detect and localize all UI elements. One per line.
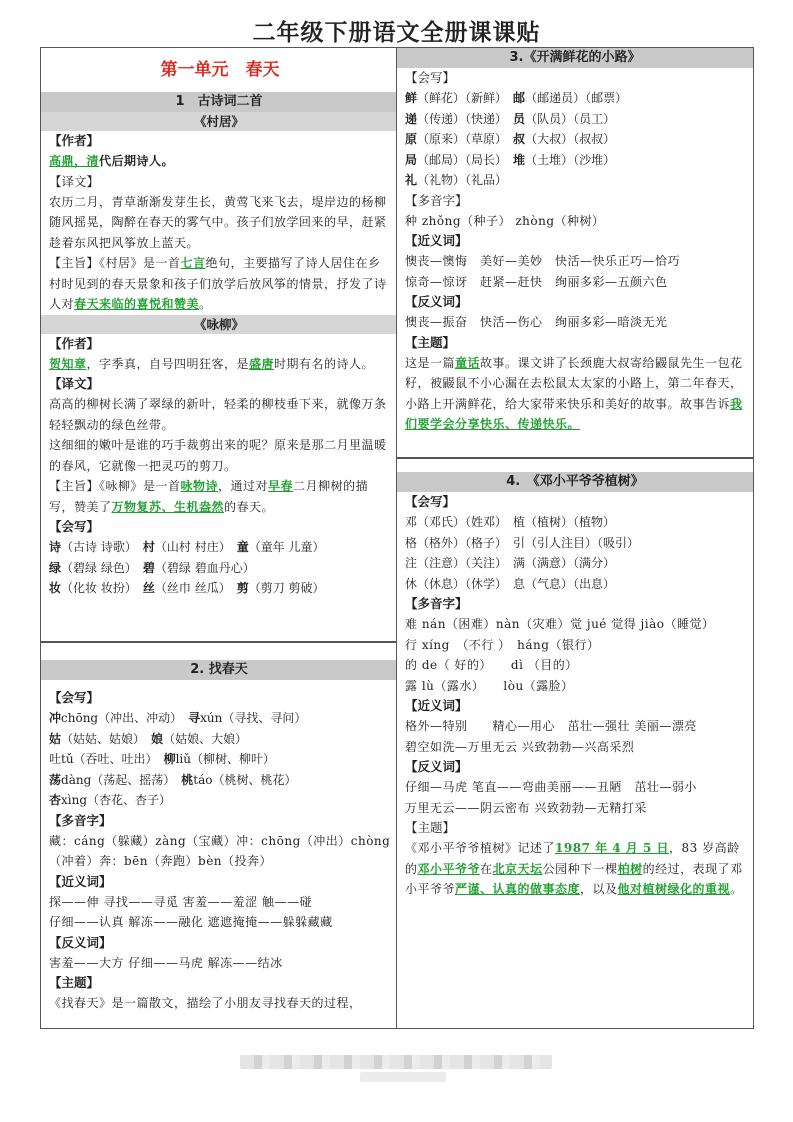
word-examples: （队员）（员工） (525, 111, 616, 126)
word-char: 叔 (513, 132, 526, 146)
word-char: 妆 (49, 581, 62, 595)
unit-title: 第一单元 春天 (160, 60, 280, 80)
lesson3-syn-label: 【近义词】 (405, 233, 468, 248)
left-column-bottom (40, 641, 397, 1029)
footer-watermark (240, 1055, 552, 1069)
word-row (49, 708, 391, 729)
lesson3-write-label: 【会写】 (405, 70, 456, 85)
lesson2-theme: 《找春天》是一篇散文，描绘了小朋友寻找春天的过程， (49, 996, 362, 1010)
lesson2-ant: 害羞——大方 仔细——马虎 解冻——结冰 (49, 955, 283, 970)
word-examples: dàng（荡起、摇荡） (61, 772, 170, 787)
word-char: 桃 (181, 772, 194, 787)
lesson4-ant-label: 【反义词】 (405, 759, 468, 774)
lesson4-bar: 4. 《邓小平爷爷植树》 (397, 472, 753, 492)
word-char: 荡 (49, 772, 62, 787)
word-row: 注（注意）（关注） 满（满意）（满分） (405, 556, 616, 570)
lesson2-bar: 2. 找春天 (41, 660, 397, 680)
lesson4-word-list (405, 512, 747, 594)
word-char: 娘 (151, 731, 164, 746)
word-examples: （剪刀 剪破） (248, 581, 325, 595)
poem1-theme: 【主旨】《村居》是一首七言绝句，主要描写了诗人居住在乡村时见到的春天景象和孩子们放学后放风筝的情景，抒发了诗人对春天来临的喜悦和赞美。 (49, 256, 387, 311)
word-char: 局 (405, 152, 418, 167)
word-examples: （土堆）（沙堆） (525, 152, 616, 167)
lesson2-poly-label: 【多音字】 (49, 812, 112, 828)
word-examples: （邮局）（局长） (417, 152, 502, 167)
lesson3-bar: 3.《开满鲜花的小路》 (397, 48, 753, 68)
word-examples: （碧绿 碧血丹心） (154, 560, 255, 575)
word-char: 递 (405, 111, 418, 126)
poem2-author: 贺知章，字季真，自号四明狂客，是盛唐时期有名的诗人。 (49, 356, 375, 371)
lesson4-ant-1: 仔细—马虎 笔直——弯曲美丽——丑陋 茁壮—弱小 (405, 780, 697, 794)
poem2-write-label: 【会写】 (49, 519, 100, 534)
lesson4-poly-1: 难 nán（困难）nàn（灾难）觉 jué 觉得 jiào（睡觉） (405, 617, 715, 631)
word-examples: （大叔）（叔叔） (525, 132, 616, 146)
lesson4-syn-2: 碧空如洗—万里无云 兴致勃勃—兴高采烈 (405, 739, 635, 754)
word-char: 碧 (142, 560, 155, 575)
poem1-translation: 农历二月，青草渐渐发芽生长，黄莺飞来飞去，堤岸边的杨柳随风摇晃，陶醉在春天的雾气中。孩子们放学回来的早，赶紧趁着东风把风筝放上蓝天。 (49, 194, 387, 250)
lesson3-syn-2: 惊奇—惊讶 赶紧—赶快 绚丽多彩—五颜六色 (405, 274, 668, 289)
word-char: 堆 (513, 152, 526, 167)
word-row (49, 558, 391, 579)
lesson2-syn-2: 仔细——认真 解冻——融化 遮遮掩掩——躲躲藏藏 (49, 915, 333, 929)
poem2-title: 《咏柳》 (41, 315, 397, 334)
word-row: 格（格外）（格子） 引（引人注目）（吸引） (405, 535, 640, 550)
word-char: 杏 (49, 793, 62, 807)
word-examples: táo（桃树、桃花） (193, 772, 297, 787)
lesson3-theme: 这是一篇童话故事。课文讲了长颈鹿大叔寄给鼹鼠先生一包花籽，被鼹鼠不小心漏在去松鼠太太家的小路上，第二年春天，小路上开满鲜花，给大家带来快乐和美好的故事。故事告诉我们要学会分享快乐、传递快乐。 (405, 355, 743, 431)
word-examples: （原来）（草原） (417, 132, 502, 146)
lesson4-syn-1: 格外—特别 精心—用心 茁壮—强壮 美丽—漂亮 (405, 719, 697, 733)
lesson4-poly-4: 露 lù（露水） lòu（露脸） (405, 678, 574, 693)
lesson2-write-label: 【会写】 (49, 690, 100, 705)
word-char: 寻 (188, 711, 201, 725)
poem2-translation-2: 这细细的嫩叶是谁的巧手裁剪出来的呢？原来是那二月里温暖的春风，它就像一把灵巧的剪刀。 (49, 438, 387, 473)
word-char: 原 (405, 132, 418, 146)
word-examples: （古诗 诗歌） (61, 540, 131, 554)
word-row (405, 150, 747, 171)
word-row (405, 88, 747, 109)
word-examples: （传递）（快递） (417, 111, 502, 126)
word-row (405, 109, 747, 130)
word-char: 诗 (49, 540, 62, 554)
word-examples: （姑娘、大娘） (163, 731, 248, 746)
word-examples: （鲜花）（新鲜） (417, 91, 502, 105)
lesson4-ant-2: 万里无云——阴云密布 兴致勃勃—无精打采 (405, 800, 647, 815)
left-column-top (40, 47, 397, 643)
page-title: 二年级下册语文全册课课贴 (252, 20, 541, 46)
word-char: 剪 (236, 581, 249, 595)
word-examples: （化妆 妆扮） (61, 581, 131, 595)
word-char: 柳 (163, 752, 176, 766)
word-char: 丝 (142, 581, 155, 595)
lesson3-theme-label: 【主题】 (405, 334, 456, 350)
poem2-trans-label: 【译文】 (49, 376, 100, 391)
lesson2-theme-label: 【主题】 (49, 975, 100, 990)
word-char: 邮 (513, 91, 526, 105)
lesson4-theme: 《邓小平爷爷植树》记述了1987 年 4 月 5 日，83 岁高龄的邓小平爷爷在北京天坛公园种下一棵柏树的经过，表现了邓小平爷爷严谨、认真的做事态度，以及他对植树绿化的重视。 (405, 841, 743, 896)
word-row: 邓（邓氏）（姓邓） 植（植树）（植物） (405, 515, 616, 529)
lesson3-poly: 种 zhǒng（种子） zhòng（种树） (405, 213, 605, 228)
word-row (49, 729, 391, 750)
lesson1-bar: 1 古诗词二首 (41, 92, 397, 112)
word-row (49, 749, 391, 770)
word-char: 村 (142, 540, 155, 554)
word-examples: （礼物）（礼品） (417, 173, 508, 187)
lesson1-word-list (49, 537, 391, 599)
word-examples: （邮递员）（邮票） (525, 91, 628, 105)
word-char: 员 (513, 111, 526, 126)
lesson3-poly-label: 【多音字】 (405, 192, 468, 208)
poem2-theme: 【主旨】《咏柳》是一首咏物诗，通过对早春二月柳树的描写，赞美了万物复苏、生机盎然的春天。 (49, 479, 369, 514)
word-row (49, 578, 391, 599)
word-char: 礼 (405, 173, 418, 187)
lesson2-word-list (49, 708, 391, 811)
poem2-author-label: 【作者】 (49, 335, 100, 351)
lesson3-syn-1: 懊丧—懊悔 美好—美妙 快活—快乐正巧—恰巧 (405, 254, 681, 268)
word-examples: xún（寻找、寻问） (200, 711, 307, 725)
lesson4-theme-label: 【主题】 (405, 820, 456, 835)
word-row (49, 770, 391, 791)
lesson3-ant: 懊丧—振奋 快活—伤心 绚丽多彩—暗淡无光 (405, 315, 668, 329)
poem1-author-label: 【作者】 (49, 133, 100, 148)
word-examples: chōng（冲出、冲动） (61, 711, 177, 725)
word-row (405, 170, 747, 191)
poem2-translation-1: 高高的柳树长满了翠绿的新叶，轻柔的柳枝垂下来，就像万条轻轻飘动的绿色丝带。 (49, 397, 387, 432)
lesson2-syn-1: 探——伸 寻找——寻觅 害羞——羞涩 触——碰 (49, 894, 312, 909)
word-char: 姑 (49, 731, 62, 746)
right-column-top (396, 47, 754, 459)
right-column-bottom (396, 457, 754, 1029)
lesson4-poly-label: 【多音字】 (405, 596, 468, 611)
word-examples: 吐tǔ（吞吐、吐出） (49, 752, 152, 766)
lesson4-poly-3: 的 de（ 好的） dì （目的） (405, 658, 578, 672)
lesson3-word-list (405, 88, 747, 191)
word-examples: （丝巾 丝瓜） (154, 581, 225, 595)
lesson2-syn-label: 【近义词】 (49, 873, 112, 889)
word-examples: （碧绿 绿色） (61, 560, 131, 575)
poem1-author: 高鼎，清代后期诗人。 (49, 154, 175, 168)
lesson4-poly-2: 行 xíng （不行 ） háng（银行） (405, 637, 600, 652)
word-row (49, 537, 391, 558)
word-examples: （山村 村庄） (154, 540, 225, 554)
lesson3-ant-label: 【反义词】 (405, 294, 468, 309)
poem1-trans-label: 【译文】 (49, 173, 100, 189)
word-examples: xìng（杏花、杏子） (61, 793, 172, 807)
word-char: 绿 (49, 560, 62, 575)
lesson2-poly: 藏：cáng（躲藏）zàng（宝藏）冲：chōng（冲出）chòng（冲着）奔：bēn（奔跑）bèn（投奔） (49, 833, 391, 868)
word-examples: liǔ（柳树、柳叶） (175, 752, 275, 766)
word-char: 鲜 (405, 91, 418, 105)
word-row (49, 790, 391, 811)
lesson4-syn-label: 【近义词】 (405, 698, 468, 713)
lesson4-write-label: 【会写】 (405, 494, 456, 509)
word-examples: （童年 儿童） (248, 540, 325, 554)
word-char: 冲 (49, 711, 62, 725)
lesson2-ant-label: 【反义词】 (49, 934, 112, 950)
word-char: 童 (236, 540, 249, 554)
poem1-title: 《村居》 (41, 112, 397, 131)
word-examples: （姑姑、姑娘） (61, 731, 140, 746)
word-row (405, 129, 747, 150)
footer-watermark-2 (360, 1072, 446, 1082)
word-row: 休（休息）（休学） 息（气息）（出息） (405, 576, 616, 591)
